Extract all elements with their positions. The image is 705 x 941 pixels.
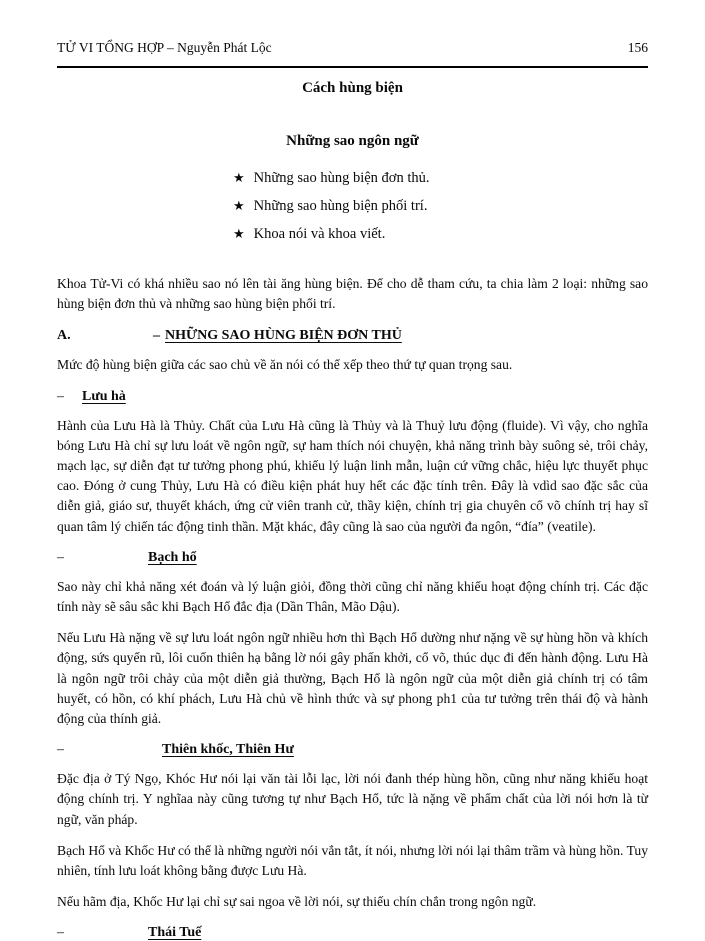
dash-marker: – xyxy=(153,328,160,344)
entry-heading-bach-ho xyxy=(57,550,648,566)
dash-marker: – xyxy=(57,388,64,404)
body-paragraph: Đặc địa ở Tý Ngọ, Khóc Hư nói lại văn tài lỗi lạc, lời nói đanh thép hùng hồn, cũng như năng khiếu hoạt động chính trị. Y nghĩaa này cũng tương tự như Bạch Hổ, tức là nặng về phẩm chất của lời nói hơn là từ ngữ, văn pháp. xyxy=(57,771,648,827)
section-a-heading xyxy=(57,328,648,344)
page-header xyxy=(57,40,648,56)
entry-title: Thiên khốc, Thiên Hư xyxy=(162,742,294,758)
list-item xyxy=(233,220,648,248)
star-icon: ★ xyxy=(233,198,245,213)
dash-marker: – xyxy=(57,549,64,565)
section-a-title: NHỮNG SAO HÙNG BIỆN ĐƠN THỦ xyxy=(165,328,402,344)
body-paragraph: Nếu Lưu Hà nặng về sự lưu loát ngôn ngữ nhiều hơn thì Bạch Hổ dường như nặng về sự hùng hồn và khích động, sứs quyến rũ, lôi cuốn thiên hạ bằng lờ nói gây phấn khởi, cổ võ, thúc dục đi đến hành động. Lưu Hà là ngôn ngữ trôi chảy của một diễn giả thường, Bạch Hổ là ngôn ngữ của một diễn giả chính trị có tâm huyết, có hồn, có khí phách, Lưu Hà chủ về hình thức và sự phong ph1 của tư tưởng trên thái độ và hành động của thính giả. xyxy=(57,630,648,727)
page-number: 156 xyxy=(627,40,648,55)
entry-heading-thai-tue xyxy=(57,925,648,941)
list-item-label: Khoa nói và khoa viết. xyxy=(253,226,386,242)
entry-heading-luu-ha xyxy=(57,389,648,405)
chapter-title: Cách hùng biện xyxy=(302,80,403,96)
entry-title: Bạch hổ xyxy=(148,549,197,565)
section-subtitle: Những sao ngôn ngữ xyxy=(286,133,419,149)
entry-title: Thái Tuế xyxy=(148,925,202,941)
list-item-label: Những sao hùng biện đơn thủ. xyxy=(253,170,430,186)
entry-heading-thien-khoc-thien-hu xyxy=(57,742,648,758)
body-paragraph: Sao này chỉ khả năng xét đoán và lý luận giỏi, đồng thời cũng chỉ năng khiếu hoạt động chính trị. Các đặc tính này sẽ sâu sắc khi Bạch Hổ đắc địa (Dần Thân, Mão Dậu). xyxy=(57,578,648,615)
body-paragraph: Bạch Hổ và Khốc Hư có thể là những người nói vắn tắt, ít nói, nhưng lời nói lại thâm trầm và hùng hồn. Tuy nhiên, tính lưu loát không bằng được Lưu Hà. xyxy=(57,842,648,879)
entry-title: Lưu hà xyxy=(82,388,126,404)
list-item xyxy=(233,192,648,220)
list-item-label: Những sao hùng biện phối trí. xyxy=(253,198,428,214)
body-paragraph: Nếu hãm địa, Khốc Hư lại chỉ sự sai ngoa về lời nói, sự thiếu chín chắn trong ngôn ngữ. xyxy=(57,894,537,910)
body-paragraph: Hành của Lưu Hà là Thủy. Chất của Lưu Hà cũng là Thủy và là Thuỷ lưu động (fluide). Vì vậy, cho nghĩa bóng Lưu Hà chỉ sự lưu loát về ngôn ngữ, sự ham thích nói chuyện, khả năng trình bày suông sẻ, trôi chảy, mạch lạc, sự diễn đạt tư tưởng phong phú, khiếu lý luận linh mẫn, luận cứ vững chắc, hiệu lực thuyết phục cao. Đóng ở cung Thủy, Lưu Hà có điều kiện phát huy hết các đặc tính trên. Đây là vdìd sao đặc sắc của diễn giả, giáo sư, thuyết khách, ứng cử viên tranh cử, thầy kiện, chính trị gia chuyên cổ võ chính trị hay sĩ quan tâm lý chiến tác động tinh thần. Mặt khác, đây cũng là sao của người đa ngôn, “đía” (veatile). xyxy=(57,417,648,534)
intro-paragraph: Khoa Tử-Vi có khá nhiều sao nó lên tài ăng hùng biện. Để cho dễ tham cứu, ta chia làm 2 loại: những sao hùng biện đơn thủ và những sao hùng biện phối trí. xyxy=(57,276,648,312)
dash-marker: – xyxy=(57,742,64,758)
section-a-lead: Mức độ hùng biện giữa các sao chủ về ăn nói có thể xếp theo thứ tự quan trọng sau. xyxy=(57,357,513,373)
star-icon: ★ xyxy=(233,226,245,241)
list-item xyxy=(233,164,648,192)
star-icon: ★ xyxy=(233,170,245,185)
section-a-label: A. xyxy=(57,328,71,344)
running-title: TỬ VI TỔNG HỢP – Nguyễn Phát Lộc xyxy=(57,40,272,55)
bullet-list xyxy=(233,164,648,248)
header-divider xyxy=(57,66,648,68)
dash-marker: – xyxy=(57,925,64,941)
